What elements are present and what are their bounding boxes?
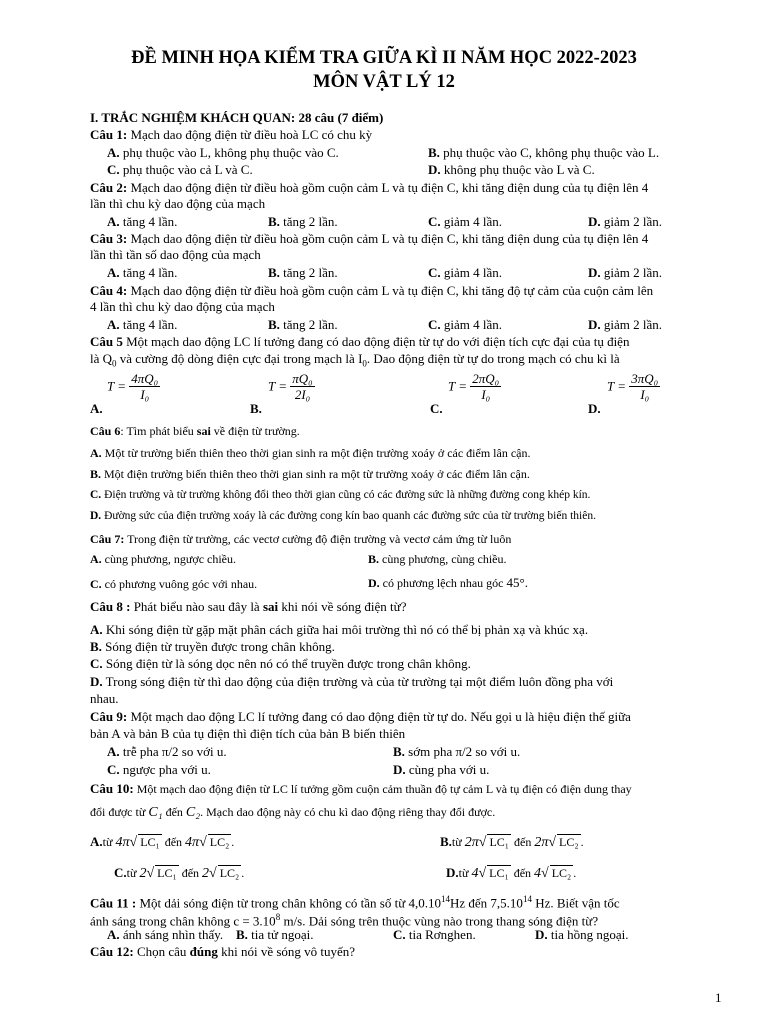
question-10-cont: đổi được từ C₁ đến C₂. Mạch dao động này có chu kì dao động riêng thay đổi được. — [90, 805, 496, 820]
q6-option-a: A. Một từ trường biến thiên theo thời gian sinh ra một điện trường xoáy ở các điểm lân cận. — [90, 446, 531, 460]
q8-option-c: C. Sóng điện từ là sóng dọc nên nó có thể truyền được trong chân không. — [90, 656, 471, 671]
question-1 — [90, 127, 372, 142]
q5-formula-a: T = $\frac{\text{4πQ₀}}{\text{I₀}}$ — [107, 371, 159, 402]
q5-option-a-label: A. — [90, 401, 103, 416]
q5-option-b-label: B. — [250, 401, 262, 416]
q9-option-c: C. ngược pha với u. — [107, 762, 211, 777]
question-label: Câu 1: — [90, 127, 128, 142]
q5-formula-b: T = $\frac{\text{πQ₀}}{\text{2I₀}}$ — [268, 371, 313, 402]
q6-option-b: B. Một điện trường biến thiên theo thời gian sinh ra một từ trường xoáy ở các điểm lân cận. — [90, 467, 530, 481]
q11-option-a: A. ánh sáng nhìn thấy. — [107, 927, 224, 942]
q8-option-b: B. Sóng điện từ truyền được trong chân không. — [90, 639, 335, 654]
question-10: Câu 10: Một mạch dao động điện từ LC lí tưởng gồm cuộn cảm thuần độ tự cảm L và tụ điện có điện dung thay — [90, 781, 632, 796]
q11-option-d: D. tia hồng ngoại. — [535, 927, 629, 942]
question-9: Câu 9: Một mạch dao động LC lí tưởng đang có dao động điện từ tự do. Nếu gọi u là hiệu điện thế giữa — [90, 709, 631, 724]
q3-option-c: C. giảm 4 lần. — [428, 265, 503, 280]
q7-option-a: A. cùng phương, ngược chiều. — [90, 552, 237, 566]
q4-option-c: C. giảm 4 lần. — [428, 317, 503, 332]
question-9-cont: bản A và bản B của tụ điện thì điện tích của bản B biến thiên — [90, 726, 406, 741]
q10-option-b: B.từ 2π√ LC₁ đến 2π√ LC₂ . — [440, 834, 584, 850]
question-6: Câu 6: Tìm phát biểu sai về điện từ trường. — [90, 424, 300, 438]
q9-option-d: D. cùng pha với u. — [393, 762, 490, 777]
q8-option-a: A. Khi sóng điện từ gặp mặt phân cách giữa hai môi trường thì nó có thể bị phản xạ và khúc xạ. — [90, 622, 589, 637]
page-subtitle: MÔN VẬT LÝ 12 — [313, 72, 455, 92]
q7-option-d: D. có phương lệch nhau góc 45°. — [368, 575, 528, 590]
q8-option-d-cont: nhau. — [90, 691, 119, 706]
question-2: Câu 2: Mạch dao động điện từ điều hoà gồm cuộn cảm L và tụ điện C, khi tăng điện dung của tụ điện lên 4 — [90, 180, 649, 195]
page-title: ĐỀ MINH HỌA KIỂM TRA GIỮA KÌ II NĂM HỌC 2022-2023 — [131, 48, 637, 68]
q4-option-d: D. giảm 2 lần. — [588, 317, 663, 332]
question-3: Câu 3: Mạch dao động điện từ điều hoà gồm cuộn cảm L và tụ điện C, khi tăng điện dung của tụ điện lên 4 — [90, 231, 649, 246]
q2-option-d: D. giảm 2 lần. — [588, 214, 663, 229]
q3-option-d: D. giảm 2 lần. — [588, 265, 663, 280]
question-5: Câu 5 Một mạch dao động LC lí tưởng đang có dao động điện từ tự do với điện tích cực đại của tụ điện — [90, 334, 630, 349]
q6-option-d: D. Đường sức của điện trường xoáy là các đường cong kín bao quanh các đường sức của từ trường biến thiên. — [90, 510, 596, 522]
q6-option-c: C. Điện trường và từ trường không đổi theo thời gian cũng có các đường sức là những đường cong khép kín. — [90, 489, 591, 501]
question-8: Câu 8 : Phát biểu nào sau đây là sai khi nói về sóng điện từ? — [90, 599, 407, 614]
question-2-cont: lần thì chu kỳ dao động của mạch — [90, 196, 266, 211]
q1-option-b: B. phụ thuộc vào C, không phụ thuộc vào L. — [428, 145, 660, 160]
q1-option-c: C. phụ thuộc vào cả L và C. — [107, 162, 253, 177]
page-number: 1 — [715, 990, 722, 1005]
q1-option-d: D. không phụ thuộc vào L và C. — [428, 162, 595, 177]
question-12: Câu 12: Chọn câu đúng khi nói về sóng vô tuyến? — [90, 944, 356, 959]
q10-option-c: C.từ 2√ LC₁ đến 2√ LC₂ . — [114, 865, 245, 881]
q5-option-d-label: D. — [588, 401, 601, 416]
section-heading: I. TRẮC NGHIỆM KHÁCH QUAN: 28 câu (7 điểm) — [90, 110, 384, 125]
question-7: Câu 7: Trong điện từ trường, các vectơ cường độ điện trường và vectơ cảm ứng từ luôn — [90, 532, 512, 546]
q4-option-b: B. tăng 2 lần. — [268, 317, 338, 332]
q5-formula-d: T = $\frac{\text{3πQ₀}}{\text{I₀}}$ — [607, 371, 659, 402]
q3-option-a: A. tăng 4 lần. — [107, 265, 178, 280]
q2-option-b: B. tăng 2 lần. — [268, 214, 338, 229]
q11-option-c: C. tia Rơnghen. — [393, 927, 476, 942]
q11-option-b: B. tia tử ngoại. — [236, 927, 314, 942]
question-text: Mạch dao động điện từ điều hoà LC có chu kỳ — [130, 127, 373, 142]
q8-option-d: D. Trong sóng điện từ thì dao động của điện trường và của từ trường tại một điểm luôn đồng pha với — [90, 674, 614, 689]
question-11: Câu 11 : Một dải sóng điện từ trong chân không có tần số từ 4,0.10$^{14}$Hz đến 7,5.10$^{14}$ Hz. Biết vận tốc — [90, 894, 620, 911]
question-4-cont: 4 lần thì chu kỳ dao động của mạch — [90, 299, 275, 314]
q4-option-a: A. tăng 4 lần. — [107, 317, 178, 332]
q10-option-d: D.từ 4√ LC₁ đến 4√ LC₂ . — [446, 865, 577, 881]
q10-option-a: A.từ 4π√ LC₁ đến 4π√ LC₂ . — [90, 834, 235, 850]
q5-option-c-label: C. — [430, 401, 443, 416]
q9-option-b: B. sớm pha π/2 so với u. — [393, 744, 521, 759]
question-5-cont: là $Q_0$ và cường độ dòng điện cực đại trong mạch là $I_0$. Dao động điện từ tự do trong mạch có chu kì là — [90, 351, 620, 369]
q7-option-c: C. có phương vuông góc với nhau. — [90, 577, 258, 591]
question-11-cont: ánh sáng trong chân không $c = 3.10^8$ m/s. Dải sóng trên thuộc vùng nào trong thang sóng điện từ? — [90, 912, 599, 929]
q2-option-a: A. tăng 4 lần. — [107, 214, 178, 229]
question-3-cont: lần thì tần số dao động của mạch — [90, 247, 261, 262]
q9-option-a: A. trễ pha π/2 so với u. — [107, 744, 227, 759]
q1-option-a: A. phụ thuộc vào L, không phụ thuộc vào C. — [107, 145, 339, 160]
question-4: Câu 4: Mạch dao động điện từ điều hoà gồm cuộn cảm L và tụ điện C, khi tăng độ tự cảm của cuộn cảm lên — [90, 283, 654, 298]
q3-option-b: B. tăng 2 lần. — [268, 265, 338, 280]
q2-option-c: C. giảm 4 lần. — [428, 214, 503, 229]
q5-formula-c: T = $\frac{\text{2πQ₀}}{\text{I₀}}$ — [448, 371, 500, 402]
q7-option-b: B. cùng phương, cùng chiều. — [368, 552, 507, 566]
